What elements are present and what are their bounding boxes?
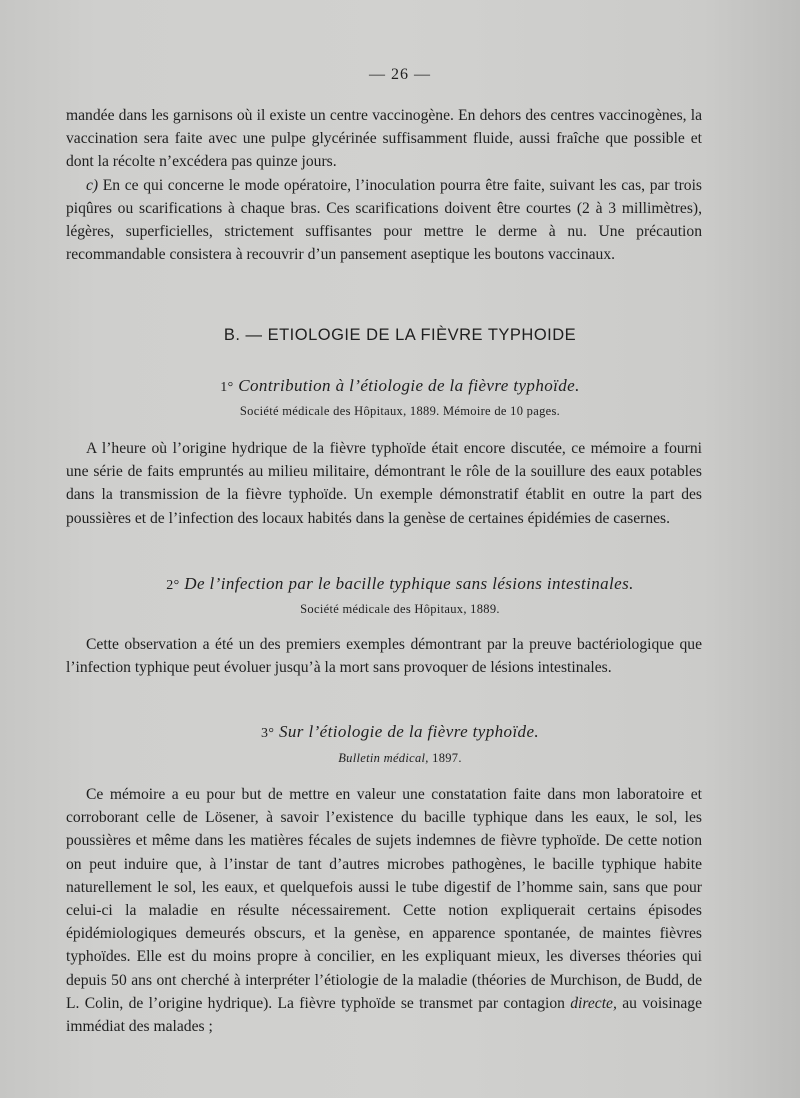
- page-number: — 26 —: [369, 66, 431, 83]
- work-2-summary: Cette observation a été un des premiers exemples démontrant par la preuve bactériologique que l’infection typhique peut évoluer jusqu’à la mort sans provoquer de lésions intestinales.: [66, 636, 702, 677]
- work-3-summary: [66, 783, 702, 1038]
- work-2-title-text: De l’infection par le bacille typhique sans lésions intestinales.: [184, 574, 634, 593]
- section-heading: B. — ETIOLOGIE DE LA FIÈVRE TYPHOIDE: [223, 326, 577, 344]
- paragraph-vaccination-pulp: mandée dans les garnisons où il existe un centre vaccinogène. En dehors des centres vaccinogènes, la vaccination sera faite avec une pulpe glycérinée suffisamment fluide, aussi fraîche que possible et dont la récolte n’excédera pas quinze jours.: [66, 107, 702, 171]
- work-3-summary-start: Ce mémoire a eu pour but de mettre en valeur une constatation faite dans mon laboratoire et corroborant celle de Lösener, à savoir l’existence du bacille typhique dans les eaux, le sol, les poussières et même dans les matières fécales de sujets indemnes de fièvre typhoïde. De cette notion on peut induire que, à l’instar de tant d’autres microbes pathogènes, le bacille typhique habite naturellement le sol, les eaux, et quelquefois aussi le tube digestif de l’homme sain, sans que pour celui-ci la maladie en résulte nécessairement. Cette notion expliquerait certains épisodes épidémiologiques demeurés obscurs, et la genèse, en apparence spontanée, de maintes fièvres typhoïdes. Elle est du moins propre à concilier, en les expliquant mieux, les diverses théories qui depuis 50 ans ont cherché à interpréter l’étiologie de la maladie (théories de Murchison, de Budd, de L. Colin, de l’origine hydrique). La fièvre typhoïde se transmet par contagion: [66, 786, 702, 1012]
- paragraph-operative-mode-text: En ce qui concerne le mode opératoire, l’inoculation pourra être faite, suivant les cas, par trois piqûres ou scarifications à chaque bras. Ces scarifications doivent être courtes (2 à 3 millimètres), légères, superficielles, strictement suffisantes pour mettre le derme à nu. Une précaution recommandable consistera à recouvrir d’un pansement aseptique les boutons vaccinaux.: [66, 176, 702, 264]
- work-1-summary: A l’heure où l’origine hydrique de la fièvre typhoïde était encore discutée, ce mémoire a fourni une série de faits empruntés au milieu militaire, démontrant le rôle de la souillure des eaux potables dans la transmission de la fièvre typhoïde. Un exemple démonstratif établit en outre la part des poussières et de l’infection des locaux habités dans la genèse de certaines épidémies de casernes.: [66, 440, 702, 527]
- work-3-title: [0, 722, 800, 742]
- work-2-source: Société médicale des Hôpitaux, 1889.: [300, 602, 500, 616]
- work-1-title: [0, 376, 800, 396]
- work-3-year: 1897.: [432, 751, 462, 765]
- work-1-title-text: Contribution à l’étiologie de la fièvre typhoïde.: [238, 376, 580, 395]
- paragraph-operative-mode: [66, 174, 702, 267]
- work-2-title: [0, 574, 800, 594]
- work-3-summary-end: au voisinage immédiat des malades ;: [66, 994, 702, 1036]
- work-3-summary-emphasis: directe,: [570, 994, 617, 1012]
- work-3-source: [0, 751, 800, 766]
- intro-text: [66, 104, 702, 266]
- work-1-number: 1°: [220, 380, 234, 395]
- work-2-number: 2°: [166, 578, 180, 593]
- work-3-title-text: Sur l’étiologie de la fièvre typhoïde.: [279, 722, 540, 741]
- work-3-number: 3°: [260, 726, 275, 741]
- item-label-c: c): [86, 176, 99, 194]
- work-1-source: Société médicale des Hôpitaux, 1889. Mémoire de 10 pages.: [239, 404, 561, 418]
- work-3-journal: Bulletin médical,: [338, 751, 429, 765]
